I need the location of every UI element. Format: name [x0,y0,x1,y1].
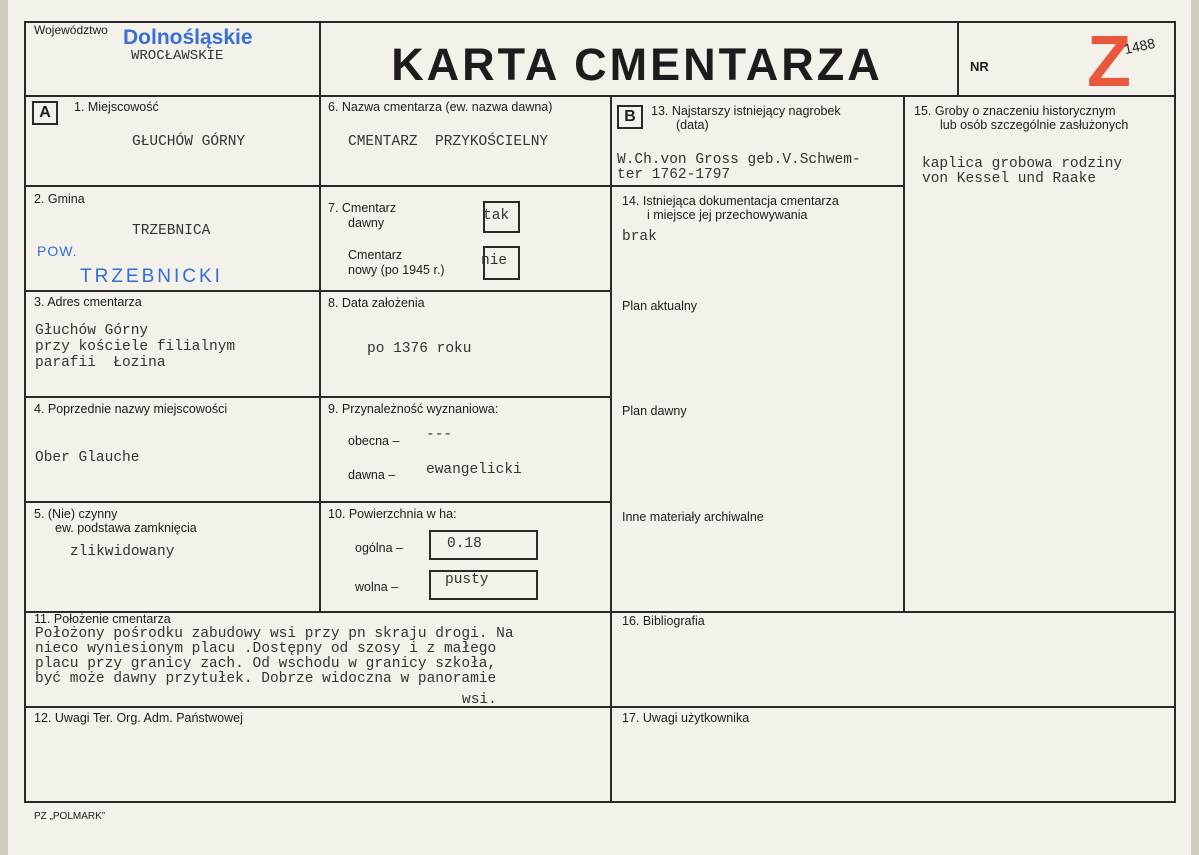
field-3-line-2: przy kościele filialnym [35,339,236,355]
plan-aktualny-label: Plan aktualny [622,299,698,313]
inne-materialy-label: Inne materiały archiwalne [622,510,764,524]
field-10-label: 10. Powierzchnia w ha: [328,507,457,521]
field-2-label: 2. Gmina [34,192,85,206]
field-4-label: 4. Poprzednie nazwy miejscowości [34,402,228,416]
printer-imprint: PZ „POLMARK” [34,811,106,822]
field-12-label: 12. Uwagi Ter. Org. Adm. Państwowej [34,711,243,725]
field-6-value: CMENTARZ PRZYKOŚCIELNY [348,134,549,150]
field-7-nowy-label-2: nowy (po 1945 r.) [348,263,445,277]
field-6-label: 6. Nazwa cmentarza (ew. nazwa dawna) [328,100,553,114]
field-10-ogolna-value: 0.18 [447,536,482,552]
field-11-line-5: wsi. [462,692,497,708]
section-b-marker: B [617,105,643,129]
field-11-line-2: nieco wyniesionym placu .Dostępny od szosy i z małego [35,641,497,657]
field-13-label-2: (data) [676,118,709,132]
field-7-nowy-value: nie [481,253,508,269]
nr-stamp-z: Z [1087,22,1131,102]
field-15-label-1: 15. Groby o znaczeniu historycznym [914,104,1116,118]
nr-handwritten-number: 1488 [1122,34,1157,58]
field-4-value: Ober Glauche [35,450,140,466]
field-1-label: 1. Miejscowość [74,100,159,114]
field-11-label: 11. Położenie cmentarza [34,612,171,626]
plan-dawny-label: Plan dawny [622,404,687,418]
field-15-label-2: lub osób szczególnie zasłużonych [940,118,1129,132]
field-10-ogolna-box [429,530,538,560]
field-9-label: 9. Przynależność wyznaniowa: [328,402,499,416]
wojewodztwo-label: Województwo [34,23,108,37]
card-right-edge [1191,0,1199,855]
field-5-value: zlikwidowany [70,544,175,560]
field-10-wolna-value: pusty [445,572,489,588]
field-9-dawna-value: ewangelicki [426,462,522,478]
section-a-marker: A [32,101,58,125]
field-15-line-1: kaplica grobowa rodziny [922,156,1123,172]
field-7-label: 7. Cmentarz [328,201,397,215]
nr-label: NR [970,59,989,74]
field-7-nowy-label-1: Cmentarz [348,248,403,262]
wojewodztwo-stamp: Dolnośląskie [123,26,253,49]
field-9-obecna-label: obecna – [348,434,400,448]
field-5-label-1: 5. (Nie) czynny [34,507,118,521]
field-7-dawny-label: dawny [348,216,385,230]
field-15-line-2: von Kessel und Raake [922,171,1097,187]
field-7-dawny-value: tak [483,208,510,224]
field-14-label-1: 14. Istniejąca dokumentacja cmentarza [622,194,839,208]
field-13-line-2: ter 1762-1797 [617,167,731,183]
card-title: KARTA CMENTARZA [391,39,883,90]
field-11-line-1: Położony pośrodku zabudowy wsi przy pn skraju drogi. Na [35,626,514,642]
field-3-label: 3. Adres cmentarza [34,295,142,309]
field-2-value: TRZEBNICA [132,223,211,239]
field-13-line-1: W.Ch.von Gross geb.V.Schwem- [617,152,861,168]
field-13-label-1: 13. Najstarszy istniejący nagrobek [651,104,841,118]
field-17-label: 17. Uwagi użytkownika [622,711,750,725]
field-9-dawna-label: dawna – [348,468,396,482]
field-14-label-2: i miejsce jej przechowywania [647,208,808,222]
field-11-line-3: placu przy granicy zach. Od wschodu w granicy szkoła, [35,656,497,672]
field-11-line-4: być może dawny przytułek. Dobrze widoczna w panoramie [35,671,497,687]
field-2-handwritten-value: TRZEBNICKI [80,266,223,287]
field-9-obecna-value: --- [426,427,453,443]
field-10-wolna-label: wolna – [355,580,399,594]
field-5-label-2: ew. podstawa zamknięcia [55,521,197,535]
field-1-value: GŁUCHÓW GÓRNY [132,134,246,150]
card-left-edge [0,0,8,855]
wojewodztwo-typed: WROCŁAWSKIE [131,48,224,64]
field-3-line-1: Głuchów Górny [35,323,149,339]
field-3-line-3: parafii Łozina [35,355,166,371]
field-2-handwritten-prefix: POW. [37,243,78,259]
field-8-value: po 1376 roku [367,341,472,357]
field-8-label: 8. Data założenia [328,296,425,310]
field-10-ogolna-label: ogólna – [355,541,403,555]
field-14-value: brak [622,229,657,245]
field-16-label: 16. Bibliografia [622,614,705,628]
